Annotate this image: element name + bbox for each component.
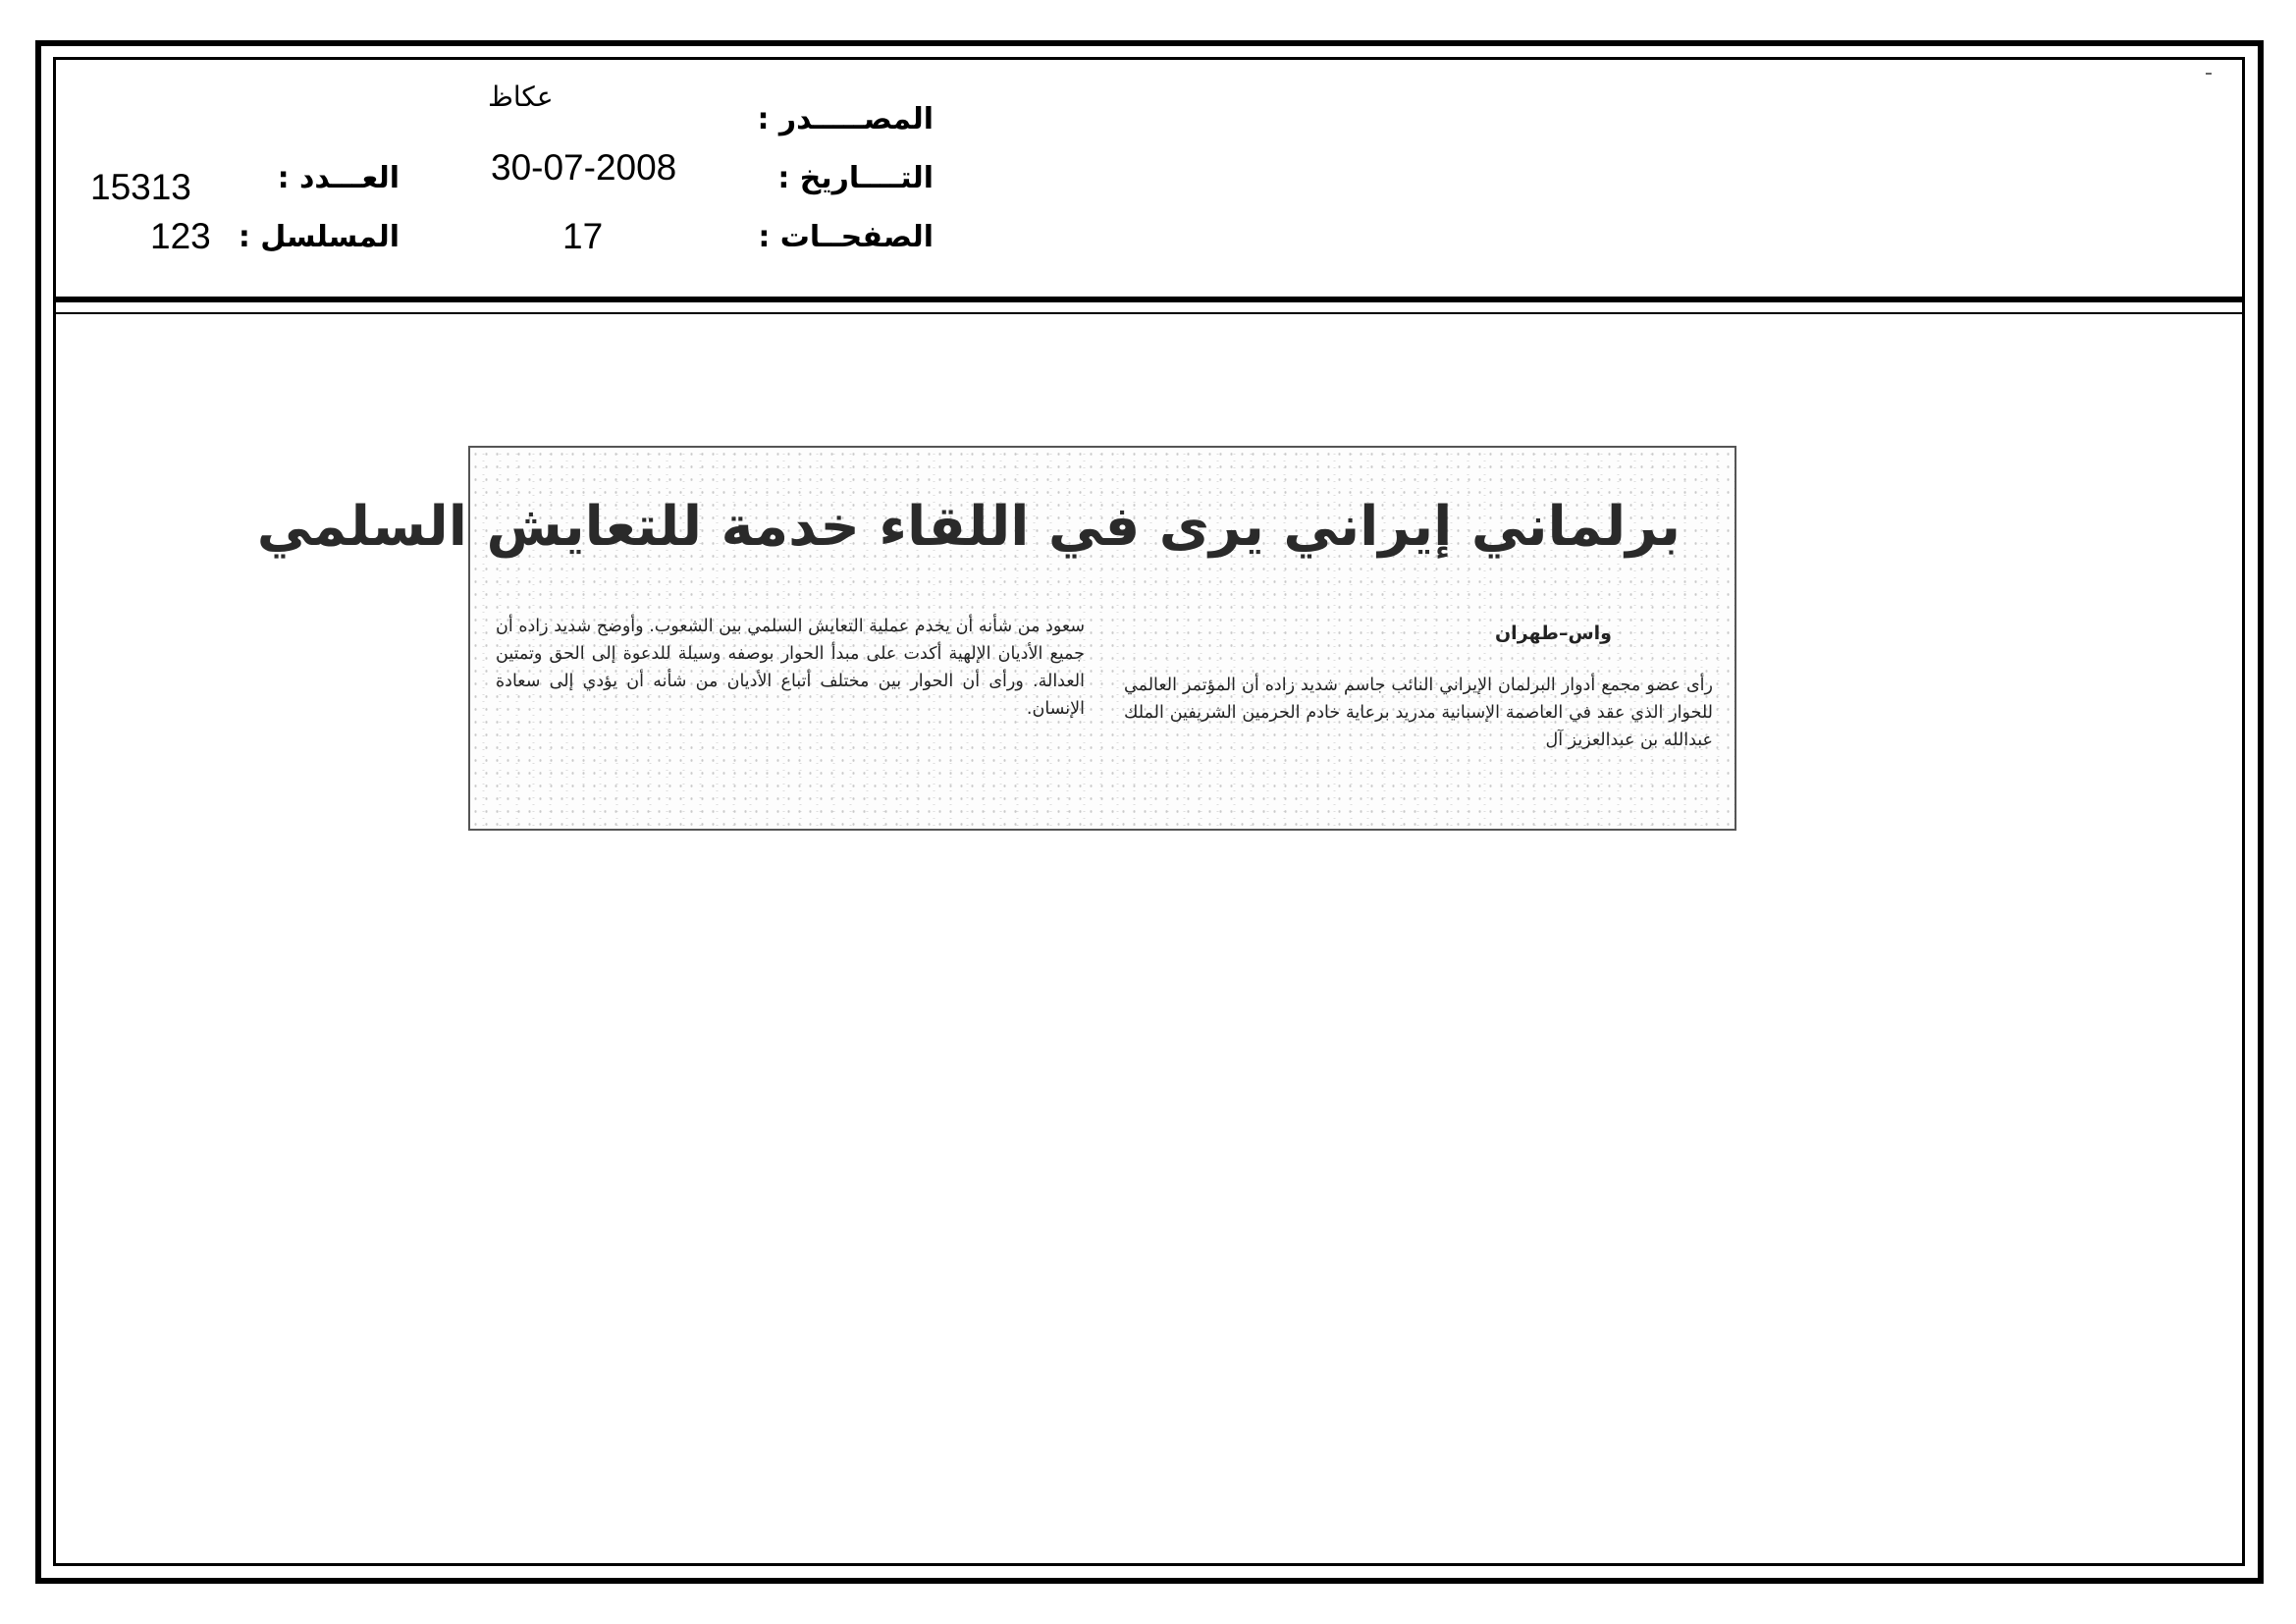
header-divider-thin [53,312,2245,314]
clipping-column-left [496,613,1085,723]
clipping-column-left-text: سعود من شأنه أن يخدم عملية التعايش السلمي بين الشعوب. وأوضح شديد زاده أن جميع الأديان الإلهية أكدت على مبدأ الحوار بوصفه وسيلة للدعوة إلى الحق وتمتين العدالة. ورأى أن الحوار بين مختلف أتباع الأديان من شأنه أن يؤدي إلى سعادة الإنسان. [496,617,1085,719]
source-value: عكاظ [488,81,554,113]
header-divider [53,297,2245,302]
date-label: التــــاريخ : [777,161,934,195]
source-label: المصـــــدر : [757,102,934,136]
corner-mark [2206,73,2212,75]
clipping-column-right [1124,672,1713,754]
serial-label: المسلسل : [238,220,400,254]
clipping-column-right-text: رأى عضو مجمع أدوار البرلمان الإيراني النائب جاسم شديد زاده أن المؤتمر العالمي للحوار الذي عقد في العاصمة الإسبانية مدريد برعاية خادم الحرمين الشريفين الملك عبدالله بن عبدالعزيز آل [1124,676,1713,750]
issue-value: 15313 [90,167,191,207]
pages-value: 17 [562,216,604,256]
newspaper-clipping [256,446,1736,831]
clipping-headline: برلماني إيراني يرى في اللقاء خدمة للتعايش السلمي [256,495,1681,559]
serial-value: 123 [150,216,211,256]
issue-label: العـــدد : [277,161,400,195]
clipping-dateline: واس–طهران [1494,623,1612,644]
date-value: 30-07-2008 [491,147,677,188]
pages-label: الصفحــات : [758,220,934,254]
